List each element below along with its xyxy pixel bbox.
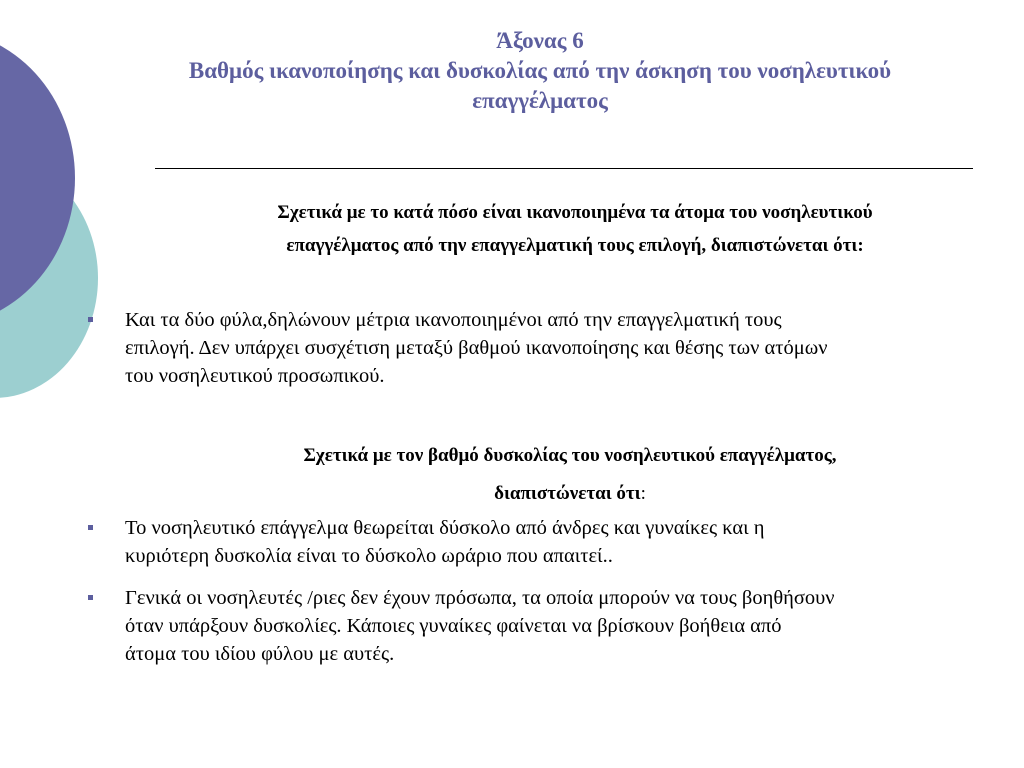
bullet-item-2 bbox=[125, 514, 1015, 570]
section-2-heading-bold-text: διαπιστώνεται ότι bbox=[494, 483, 641, 504]
section-2-heading-line-1: Σχετικά με τον βαθμό δυσκολίας του νοσηλευτικού επαγγέλματος, bbox=[303, 445, 837, 466]
bullet-square-icon bbox=[88, 525, 93, 530]
slide-title bbox=[100, 26, 980, 116]
bullet-2-line-1: Το νοσηλευτικό επάγγελμα θεωρείται δύσκολο από άνδρες και γυναίκες και η bbox=[125, 517, 765, 539]
bullet-1-line-1: Και τα δύο φύλα,δηλώνουν μέτρια ικανοποιημένοι από την επαγγελματική τους bbox=[125, 309, 782, 331]
bullet-item-1 bbox=[125, 306, 1015, 390]
bullet-1-line-3: του νοσηλευτικού προσωπικού. bbox=[125, 365, 385, 387]
section-2-heading bbox=[150, 437, 990, 513]
title-divider bbox=[155, 168, 973, 169]
bullet-3-line-1: Γενικά οι νοσηλευτές /ριες δεν έχουν πρόσωπα, τα οποία μπορούν να τους βοηθήσουν bbox=[125, 587, 835, 609]
section-2-heading-line-2 bbox=[150, 475, 990, 513]
section-1-heading bbox=[150, 196, 1000, 262]
section-2-heading-colon: : bbox=[640, 483, 646, 504]
bullet-square-icon bbox=[88, 317, 93, 322]
title-line-3: επαγγέλματος bbox=[472, 88, 608, 113]
bullet-item-3 bbox=[125, 584, 1015, 668]
title-line-1: Άξονας 6 bbox=[496, 28, 584, 53]
bullet-square-icon bbox=[88, 595, 93, 600]
section-1-heading-line-2: επαγγέλματος από την επαγγελματική τους επιλογή, διαπιστώνεται ότι: bbox=[286, 235, 864, 256]
section-1-heading-line-1: Σχετικά με το κατά πόσο είναι ικανοποιημένα τα άτομα του νοσηλευτικού bbox=[277, 202, 873, 223]
bullet-3-line-2: όταν υπάρξουν δυσκολίες. Κάποιες γυναίκες φαίνεται να βρίσκουν βοήθεια από bbox=[125, 615, 782, 637]
bullet-2-line-2: κυριότερη δυσκολία είναι το δύσκολο ωράριο που απαιτεί.. bbox=[125, 545, 613, 567]
title-line-2: Βαθμός ικανοποίησης και δυσκολίας από την άσκηση του νοσηλευτικού bbox=[188, 58, 892, 83]
bullet-1-line-2: επιλογή. Δεν υπάρχει συσχέτιση μεταξύ βαθμού ικανοποίησης και θέσης των ατόμων bbox=[125, 337, 828, 359]
bullet-3-line-3: άτομα του ιδίου φύλου με αυτές. bbox=[125, 643, 395, 665]
